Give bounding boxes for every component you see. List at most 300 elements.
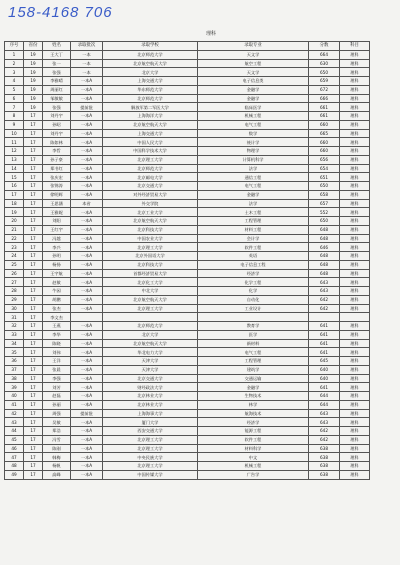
cell-batch: 一本A	[71, 164, 103, 173]
cell-school: 北京科技大学	[103, 260, 198, 269]
cell-batch: 提前批	[71, 409, 103, 418]
cell-major: 软件工程	[198, 435, 309, 444]
cell-school: 首都经济贸易大学	[103, 269, 198, 278]
cell-batch: 一本A	[71, 77, 103, 86]
cell-batch: 一本A	[71, 94, 103, 103]
cell-index: 29	[5, 295, 24, 304]
cell-name: 李兴	[43, 243, 71, 252]
cell-school: 北京师范大学	[103, 164, 198, 173]
table-row	[5, 164, 370, 173]
cell-score: 658	[309, 190, 340, 199]
cell-major: 航海技术	[198, 409, 309, 418]
cell-score: 650	[309, 182, 340, 191]
cell-name: 孙明	[43, 252, 71, 261]
cell-subject: 理科	[340, 287, 370, 296]
cell-score: 648	[309, 234, 340, 243]
cell-batch: 一本A	[71, 182, 103, 191]
cell-name: 胡鹏	[43, 295, 71, 304]
table-heading: 理科	[206, 31, 217, 37]
cell-name: 陈刚	[43, 444, 71, 453]
cell-score: 656	[309, 155, 340, 164]
cell-major: 电子信息工程	[198, 260, 309, 269]
cell-province: 17	[24, 173, 43, 182]
table-row	[5, 199, 370, 208]
cell-subject: 理科	[340, 234, 370, 243]
cell-score: 643	[309, 287, 340, 296]
table-row	[5, 260, 370, 269]
cell-index: 6	[5, 94, 24, 103]
cell-subject: 理科	[340, 409, 370, 418]
cell-batch: 一本A	[71, 462, 103, 471]
cell-major: 机械工程	[198, 462, 309, 471]
table-row	[5, 112, 370, 121]
cell-province: 17	[24, 190, 43, 199]
table-row	[5, 208, 370, 217]
cell-score: 640	[309, 374, 340, 383]
cell-province: 17	[24, 112, 43, 121]
table-row	[5, 68, 370, 77]
cell-subject: 理科	[340, 400, 370, 409]
cell-school: 财经政法大学	[103, 383, 198, 392]
cell-score: 660	[309, 120, 340, 129]
cell-province: 17	[24, 322, 43, 331]
cell-major: 天文学	[198, 68, 309, 77]
cell-score: 650	[309, 68, 340, 77]
cell-subject: 理科	[340, 260, 370, 269]
cell-name: 李强	[43, 374, 71, 383]
table-row	[5, 392, 370, 401]
cell-index: 2	[5, 59, 24, 68]
cell-index: 23	[5, 243, 24, 252]
table-row	[5, 138, 370, 147]
cell-province: 17	[24, 330, 43, 339]
cell-index: 10	[5, 129, 24, 138]
cell-name: 王宇航	[43, 269, 71, 278]
cell-major: 医学	[198, 330, 309, 339]
cell-batch: 一本A	[71, 435, 103, 444]
cell-major: 生物技术	[198, 392, 309, 401]
cell-subject: 理科	[340, 138, 370, 147]
cell-province: 19	[24, 77, 43, 86]
table-row	[5, 462, 370, 471]
cell-score: 664	[309, 50, 340, 59]
table-body	[5, 50, 370, 479]
cell-major: 物理学	[198, 147, 309, 156]
cell-province: 19	[24, 59, 43, 68]
cell-score: 552	[309, 208, 340, 217]
table-row	[5, 418, 370, 427]
table-row	[5, 400, 370, 409]
cell-index: 11	[5, 138, 24, 147]
cell-major: 软件工程	[198, 243, 309, 252]
cell-major: 机械工程	[198, 112, 309, 121]
col-header-score: 分数	[309, 42, 340, 51]
cell-province: 17	[24, 304, 43, 313]
cell-index: 4	[5, 77, 24, 86]
cell-school: 北京理工大学	[103, 304, 198, 313]
cell-index: 17	[5, 190, 24, 199]
cell-major: 统计学	[198, 138, 309, 147]
cell-name: 周强	[43, 409, 71, 418]
cell-province: 17	[24, 392, 43, 401]
cell-name: 刘丹宇	[43, 112, 71, 121]
table-row	[5, 182, 370, 191]
cell-score: 648	[309, 225, 340, 234]
cell-name: 周丽红	[43, 85, 71, 94]
cell-batch: 一本A	[71, 225, 103, 234]
cell-province: 17	[24, 453, 43, 462]
cell-subject: 理科	[340, 348, 370, 357]
cell-subject: 理科	[340, 68, 370, 77]
cell-major: 工程管理	[198, 217, 309, 226]
cell-major	[198, 313, 309, 322]
cell-name: 张庆宏	[43, 173, 71, 182]
cell-subject: 理科	[340, 120, 370, 129]
cell-province: 17	[24, 278, 43, 287]
cell-name: 王红宇	[43, 225, 71, 234]
cell-subject: 理科	[340, 94, 370, 103]
cell-batch: 一本A	[71, 147, 103, 156]
col-header-major: 录取专业	[198, 42, 309, 51]
cell-school: 北京林业大学	[103, 400, 198, 409]
cell-batch: 一本A	[71, 392, 103, 401]
cell-score: 645	[309, 357, 340, 366]
cell-batch	[71, 313, 103, 322]
cell-major: 经济学	[198, 269, 309, 278]
cell-index: 25	[5, 260, 24, 269]
table-row	[5, 59, 370, 68]
cell-name: 李雅晴	[43, 77, 71, 86]
cell-name: 张一	[43, 59, 71, 68]
cell-index: 45	[5, 435, 24, 444]
cell-index: 39	[5, 383, 24, 392]
cell-batch: 本省	[71, 199, 103, 208]
cell-name: 陈如林	[43, 138, 71, 147]
col-header-province: 省份	[24, 42, 43, 51]
col-header-name: 姓名	[43, 42, 71, 51]
cell-score: 638	[309, 453, 340, 462]
cell-school: 中北大学	[103, 287, 198, 296]
cell-school: 北京邮电大学	[103, 173, 198, 182]
cell-province: 17	[24, 444, 43, 453]
cell-subject: 理科	[340, 225, 370, 234]
cell-name: 冯雪	[43, 435, 71, 444]
cell-province: 17	[24, 435, 43, 444]
cell-major: 土木工程	[198, 208, 309, 217]
table-header-row	[5, 42, 370, 51]
table-row	[5, 295, 370, 304]
table-row	[5, 453, 370, 462]
cell-batch: 一本A	[71, 129, 103, 138]
table-row	[5, 444, 370, 453]
cell-school: 北京工业大学	[103, 208, 198, 217]
cell-index: 33	[5, 330, 24, 339]
cell-name: 张锦涛	[43, 182, 71, 191]
table-row	[5, 409, 370, 418]
cell-score: 643	[309, 409, 340, 418]
cell-subject: 理科	[340, 392, 370, 401]
cell-score: 672	[309, 85, 340, 94]
table-row	[5, 269, 370, 278]
cell-school: 北京师范大学	[103, 50, 198, 59]
cell-index: 16	[5, 182, 24, 191]
cell-major: 经济学	[198, 418, 309, 427]
cell-name: 杨扬	[43, 260, 71, 269]
cell-subject: 理科	[340, 453, 370, 462]
cell-subject: 理科	[340, 374, 370, 383]
cell-province: 17	[24, 225, 43, 234]
cell-index: 14	[5, 164, 24, 173]
cell-index: 13	[5, 155, 24, 164]
cell-subject: 理科	[340, 304, 370, 313]
cell-province: 17	[24, 462, 43, 471]
cell-major: 法学	[198, 199, 309, 208]
table-row	[5, 147, 370, 156]
cell-name: 王燕	[43, 322, 71, 331]
cell-school: 北京大学	[103, 68, 198, 77]
cell-school: 华北电力大学	[103, 348, 198, 357]
cell-province: 17	[24, 339, 43, 348]
cell-school: 中央民族大学	[103, 453, 198, 462]
cell-name: 孙昭	[43, 120, 71, 129]
cell-school: 上海海事大学	[103, 409, 198, 418]
table-row	[5, 330, 370, 339]
cell-subject: 理科	[340, 444, 370, 453]
cell-name: 徐明辉	[43, 190, 71, 199]
cell-province: 17	[24, 147, 43, 156]
cell-score: 657	[309, 199, 340, 208]
cell-score: 648	[309, 252, 340, 261]
cell-province: 17	[24, 155, 43, 164]
cell-province: 17	[24, 217, 43, 226]
table-row	[5, 365, 370, 374]
cell-subject	[340, 313, 370, 322]
cell-major: 教育学	[198, 322, 309, 331]
cell-name: 赵敏	[43, 278, 71, 287]
cell-score: 646	[309, 243, 340, 252]
cell-name: 李哲	[43, 147, 71, 156]
cell-index: 49	[5, 470, 24, 479]
cell-school: 北京理工大学	[103, 444, 198, 453]
cell-school: 北京化工大学	[103, 278, 198, 287]
cell-score: 630	[309, 59, 340, 68]
cell-major: 金融学	[198, 190, 309, 199]
table-row	[5, 94, 370, 103]
cell-batch: 一本A	[71, 444, 103, 453]
cell-score: 642	[309, 295, 340, 304]
cell-school: 北京大学	[103, 330, 198, 339]
cell-province: 17	[24, 348, 43, 357]
cell-province: 17	[24, 357, 43, 366]
cell-name: 张杰	[43, 304, 71, 313]
cell-province: 17	[24, 260, 43, 269]
table-row	[5, 287, 370, 296]
cell-score: 641	[309, 339, 340, 348]
cell-subject: 理科	[340, 339, 370, 348]
cell-school: 厦门大学	[103, 418, 198, 427]
cell-school: 北京理工大学	[103, 462, 198, 471]
cell-name: 刘丹宇	[43, 129, 71, 138]
table-row	[5, 339, 370, 348]
table-row	[5, 155, 370, 164]
cell-batch: 一本A	[71, 278, 103, 287]
table-row	[5, 427, 370, 436]
cell-name: 赵磊	[43, 392, 71, 401]
cell-province: 17	[24, 120, 43, 129]
cell-name: 吴敏	[43, 418, 71, 427]
cell-school: 外交学院	[103, 199, 198, 208]
cell-major: 天文学	[198, 50, 309, 59]
cell-province: 17	[24, 295, 43, 304]
cell-name: 张强	[43, 68, 71, 77]
cell-index: 47	[5, 453, 24, 462]
cell-subject: 理科	[340, 322, 370, 331]
cell-score: 638	[309, 462, 340, 471]
cell-score: 642	[309, 435, 340, 444]
cell-name: 邹敏敏	[43, 94, 71, 103]
cell-index: 32	[5, 322, 24, 331]
cell-index: 35	[5, 348, 24, 357]
cell-province: 17	[24, 208, 43, 217]
cell-school	[103, 313, 198, 322]
cell-batch: 一本A	[71, 269, 103, 278]
table-row	[5, 77, 370, 86]
cell-subject: 理科	[340, 435, 370, 444]
cell-score: 641	[309, 348, 340, 357]
cell-subject: 理科	[340, 243, 370, 252]
cell-subject: 理科	[340, 208, 370, 217]
cell-province: 19	[24, 68, 43, 77]
cell-subject: 理科	[340, 129, 370, 138]
cell-batch: 一本A	[71, 155, 103, 164]
cell-name: 李文杰	[43, 313, 71, 322]
cell-name: 高峰	[43, 470, 71, 479]
cell-school: 西安交通大学	[103, 427, 198, 436]
table-row	[5, 470, 370, 479]
table-row	[5, 217, 370, 226]
cell-major: 数学	[198, 129, 309, 138]
cell-batch: 一本A	[71, 173, 103, 182]
table-row	[5, 313, 370, 322]
table-row	[5, 374, 370, 383]
cell-subject: 理科	[340, 462, 370, 471]
cell-score: 661	[309, 103, 340, 112]
cell-subject: 理科	[340, 59, 370, 68]
cell-province: 19	[24, 85, 43, 94]
cell-name: 王大丁	[43, 50, 71, 59]
col-header-batch: 录取批次	[71, 42, 103, 51]
cell-score: 641	[309, 322, 340, 331]
cell-batch: 一本A	[71, 252, 103, 261]
cell-subject: 理科	[340, 155, 370, 164]
cell-index: 36	[5, 357, 24, 366]
cell-school: 北京航空航天大学	[103, 120, 198, 129]
cell-school: 北京林业大学	[103, 392, 198, 401]
cell-score: 641	[309, 330, 340, 339]
cell-index: 3	[5, 68, 24, 77]
cell-score: 654	[309, 164, 340, 173]
cell-major: 工业设计	[198, 304, 309, 313]
cell-name: 杨帆	[43, 462, 71, 471]
cell-major: 金融学	[198, 85, 309, 94]
cell-province: 17	[24, 374, 43, 383]
cell-major: 金融学	[198, 94, 309, 103]
cell-batch: 一本	[71, 68, 103, 77]
cell-index: 1	[5, 50, 24, 59]
cell-score: 661	[309, 112, 340, 121]
cell-score: 644	[309, 400, 340, 409]
table-row	[5, 348, 370, 357]
cell-name: 王雅妮	[43, 208, 71, 217]
cell-batch: 一本A	[71, 243, 103, 252]
cell-batch: 一本A	[71, 287, 103, 296]
cell-province: 17	[24, 243, 43, 252]
cell-subject: 理科	[340, 85, 370, 94]
cell-index: 20	[5, 217, 24, 226]
cell-major: 材料科学	[198, 444, 309, 453]
cell-score: 644	[309, 392, 340, 401]
table-row	[5, 173, 370, 182]
cell-batch: 一本A	[71, 85, 103, 94]
cell-major: 计算机科学	[198, 155, 309, 164]
cell-batch: 一本A	[71, 304, 103, 313]
cell-batch: 一本A	[71, 234, 103, 243]
cell-score: 642	[309, 304, 340, 313]
cell-batch: 一本A	[71, 453, 103, 462]
cell-province: 17	[24, 400, 43, 409]
cell-name: 王思涵	[43, 199, 71, 208]
cell-batch: 一本A	[71, 374, 103, 383]
cell-name: 冯越	[43, 234, 71, 243]
cell-score: 643	[309, 418, 340, 427]
cell-province: 17	[24, 287, 43, 296]
cell-name: 张强	[43, 103, 71, 112]
cell-school: 北京外国语大学	[103, 252, 198, 261]
cell-school: 北京航空航天大学	[103, 295, 198, 304]
cell-subject: 理科	[340, 182, 370, 191]
cell-school: 北京航空航天大学	[103, 217, 198, 226]
cell-subject: 理科	[340, 278, 370, 287]
cell-major: 法学	[198, 164, 309, 173]
cell-school: 北京理工大学	[103, 155, 198, 164]
table-row	[5, 103, 370, 112]
cell-batch: 一本A	[71, 418, 103, 427]
cell-school: 北京交通大学	[103, 374, 198, 383]
cell-index: 40	[5, 392, 24, 401]
cell-score: 665	[309, 129, 340, 138]
cell-index: 15	[5, 173, 24, 182]
cell-batch: 一本A	[71, 208, 103, 217]
cell-major: 电子信息类	[198, 77, 309, 86]
cell-index: 34	[5, 339, 24, 348]
table-row	[5, 435, 370, 444]
cell-batch: 一本A	[71, 348, 103, 357]
cell-name: 孙子豪	[43, 155, 71, 164]
cell-major: 能源工程	[198, 427, 309, 436]
cell-school: 北京科技大学	[103, 225, 198, 234]
cell-school: 北京交通大学	[103, 182, 198, 191]
cell-batch: 一本A	[71, 260, 103, 269]
cell-batch: 一本A	[71, 322, 103, 331]
table-row	[5, 225, 370, 234]
cell-score: 666	[309, 94, 340, 103]
cell-batch: 一本A	[71, 112, 103, 121]
table-row	[5, 278, 370, 287]
cell-major: 航空工程	[198, 59, 309, 68]
cell-score: 641	[309, 383, 340, 392]
cell-index: 31	[5, 313, 24, 322]
cell-major: 会计学	[198, 234, 309, 243]
